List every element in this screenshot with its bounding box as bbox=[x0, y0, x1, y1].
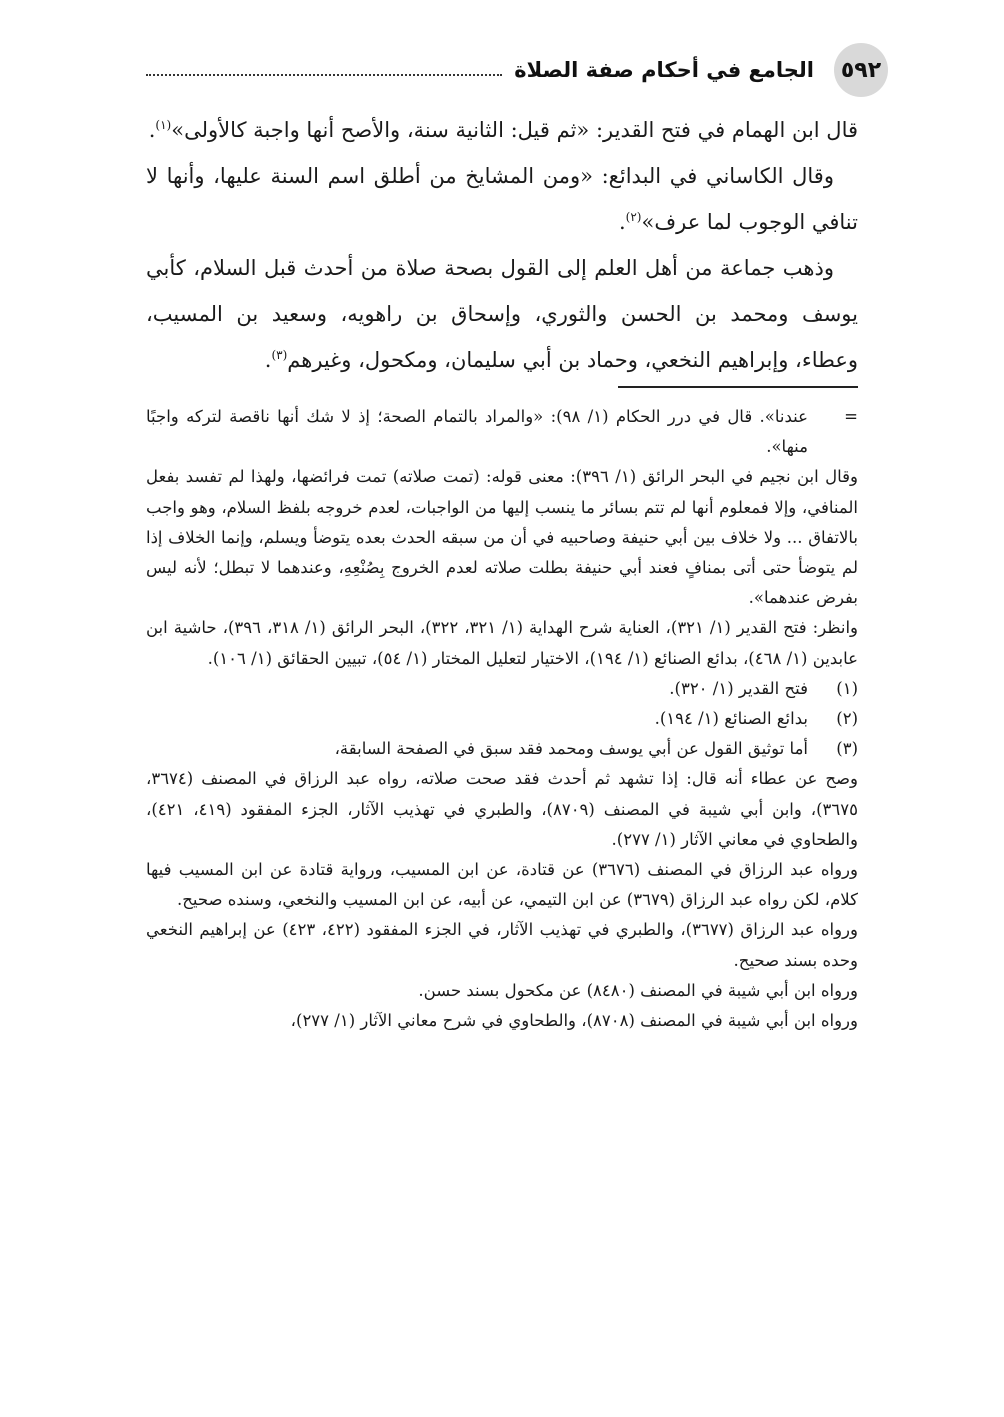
footnote-text: عندنا». قال في درر الحكام (١/ ٩٨): «والمراد بالتمام الصحة؛ إذ لا شك أنها ناقصة لتركه واجبًا منها». bbox=[146, 407, 808, 457]
footnote-continuation bbox=[146, 402, 858, 462]
footnote-item-1 bbox=[146, 674, 858, 704]
footnote-ref-2[interactable]: (٢) bbox=[625, 210, 642, 224]
footnote-ref-1[interactable]: (١) bbox=[155, 118, 172, 132]
page-number: ٥٩٢ bbox=[840, 57, 882, 83]
paragraph-end: . bbox=[618, 210, 626, 234]
page-number-badge bbox=[834, 43, 888, 97]
footnote-paragraph: وانظر: فتح القدير (١/ ٣٢١)، العناية شرح الهداية (١/ ٣٢١، ٣٢٢)، البحر الرائق (١/ ٣١٨، ٣٩٦)، حاشية ابن عابدين (١/ ٤٦٨)، بدائع الصنائع (١/ ١٩٤)، الاختيار لتعليل المختار (١/ ٥٤)، تبيين الحقائق (١/ ١٠٦). bbox=[146, 618, 858, 668]
footnote-text: فتح القدير (١/ ٣٢٠). bbox=[669, 678, 808, 698]
footnote-item-3 bbox=[146, 734, 858, 764]
main-paragraph-1 bbox=[146, 107, 858, 153]
running-title: الجامع في أحكام صفة الصلاة bbox=[514, 58, 814, 82]
footnote-number: (٢) bbox=[836, 709, 858, 729]
continuation-mark: = bbox=[844, 407, 858, 426]
running-header bbox=[146, 52, 826, 88]
footnote-paragraph: وقال ابن نجيم في البحر الرائق (١/ ٣٩٦): معنى قوله: (تمت صلاته) تمت فرائضها، ولهذا لم تفسد بفعل المنافي، وإلا فمعلوم أنها لم تتم بسائر ما ينسب إليها من الواجبات، لعدم خروجه بلفظ السلام، وهو واجب بالاتفاق ... ولا خلاف بين أبي حنيفة وصاحبيه في أن من سبقه الحدث بعده يتوضأ ويسلم، وإنما الخلاف إذا لم يتوضأ حتى أتى بمنافٍ فعند أبي حنيفة بطلت صلاته لعدم الخروج بِصُنْعِهِ، وعندهما لا تبطل؛ لأنه ليس بفرض عندهما». bbox=[146, 467, 858, 608]
footnote-number: (١) bbox=[836, 678, 858, 698]
footnote-item-2 bbox=[146, 704, 858, 734]
footnote-paragraph: وصح عن عطاء أنه قال: إذا تشهد ثم أحدث فقد صحت صلاته، رواه عبد الرزاق في المصنف (٣٦٧٤، ٣٦٧٥)، وابن أبي شيبة في المصنف (٨٧٠٩)، والطبري في تهذيب الآثار، الجزء المفقود (٤١٩، ٤٢١)، والطحاوي في معاني الآثار (١/ ٢٧٧). bbox=[146, 769, 858, 849]
paragraph-text: قال ابن الهمام في فتح القدير: «ثم قيل: الثانية سنة، والأصح أنها واجبة كالأولى» bbox=[171, 118, 858, 142]
main-paragraph-3 bbox=[146, 245, 858, 383]
main-text bbox=[146, 107, 858, 383]
paragraph-text: وذهب جماعة من أهل العلم إلى القول بصحة صلاة من أحدث قبل السلام، كأبي يوسف ومحمد بن الحسن والثوري، وإسحاق بن راهويه، وسعيد بن المسيب، وعطاء، وإبراهيم النخعي، وحماد بن أبي سليمان، ومكحول، وغيرهم bbox=[146, 256, 858, 372]
footnote-paragraph: ورواه ابن أبي شيبة في المصنف (٨٧٠٨)، والطحاوي في شرح معاني الآثار (١/ ٢٧٧)، bbox=[290, 1011, 858, 1031]
header-dotted-rule bbox=[146, 74, 502, 76]
footnote-ref-3[interactable]: (٣) bbox=[271, 348, 288, 362]
main-paragraph-2 bbox=[146, 153, 858, 245]
footnote-number: (٣) bbox=[836, 739, 858, 759]
paragraph-end: . bbox=[264, 348, 272, 372]
footnote-paragraph: ورواه ابن أبي شيبة في المصنف (٨٤٨٠) عن مكحول بسند حسن. bbox=[418, 980, 858, 1000]
footnote-separator bbox=[618, 386, 858, 388]
footnote-paragraph: ورواه عبد الرزاق (٣٦٧٧)، والطبري في تهذيب الآثار، في الجزء المفقود (٤٢٢، ٤٢٣) عن إبراهيم النخعي وحده بسند صحيح. bbox=[146, 920, 858, 970]
paragraph-text: وقال الكاساني في البدائع: «ومن المشايخ من أطلق اسم السنة عليها، وأنها لا تنافي الوجوب لما عرف» bbox=[146, 164, 858, 234]
paragraph-end: . bbox=[148, 118, 156, 142]
footnote-text: أما توثيق القول عن أبي يوسف ومحمد فقد سبق في الصفحة السابقة، bbox=[334, 739, 808, 759]
footnote-paragraph: ورواه عبد الرزاق في المصنف (٣٦٧٦) عن قتادة، عن ابن المسيب، ورواية قتادة عن ابن المسيب فيها كلام، لكن رواه عبد الرزاق (٣٦٧٩) عن ابن التيمي، عن أبيه، عن ابن المسيب والنخعي، وسنده صحيح. bbox=[146, 860, 858, 910]
footnotes bbox=[146, 402, 858, 1036]
footnote-text: بدائع الصنائع (١/ ١٩٤). bbox=[654, 709, 808, 729]
